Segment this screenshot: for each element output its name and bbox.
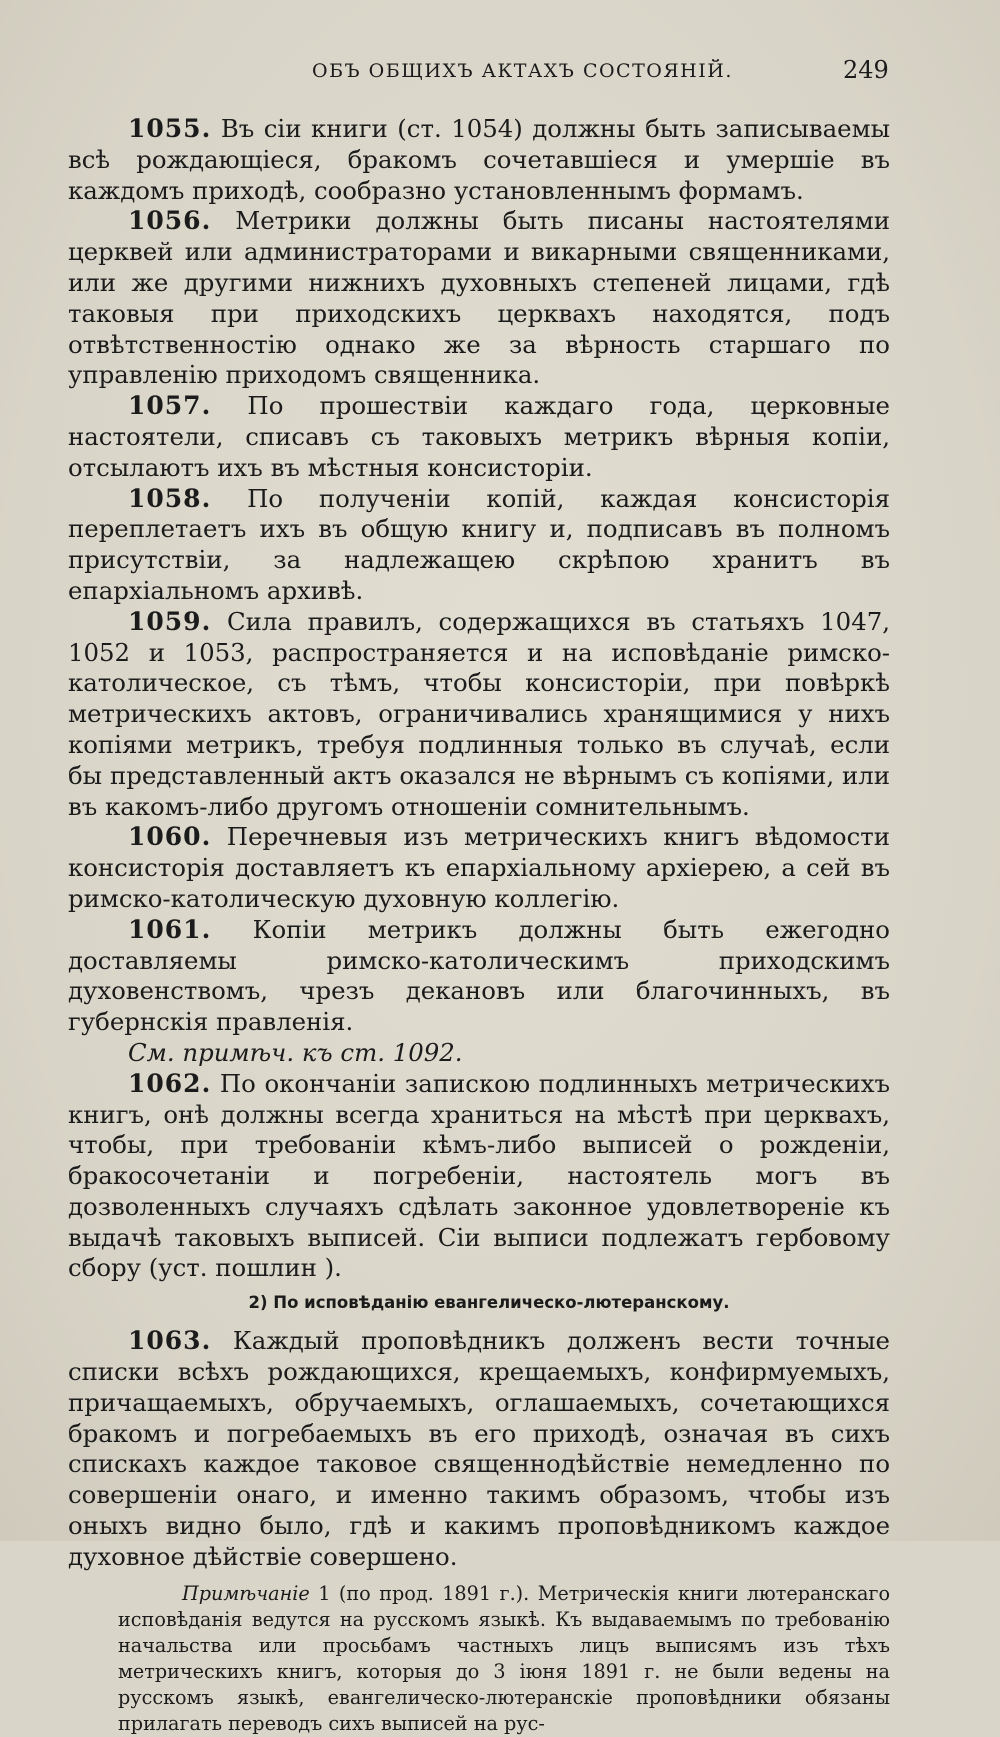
article-text: По прошествіи каждаго года, церковные настоятели, списавъ съ таковыхъ метрикъ вѣрныя копіи, отсылаютъ ихъ въ мѣстныя консисторіи. <box>68 391 890 482</box>
article-1057 <box>68 391 890 483</box>
article-number: 1055. <box>128 114 212 143</box>
page-body <box>68 114 890 1737</box>
article-number: 1059. <box>128 606 212 636</box>
article-text: По полученіи копій, каждая консисторія переплетаетъ ихъ въ общую книгу и, подписавъ въ полномъ присутствіи, за надлежащею скрѣпою хранитъ въ епархіальномъ архивѣ. <box>68 483 890 605</box>
page-number: 249 <box>843 56 889 84</box>
article-1058 <box>68 484 890 607</box>
article-number: 1058. <box>128 483 212 513</box>
article-1062 <box>68 1069 890 1285</box>
article-1055 <box>68 114 890 206</box>
running-head: ОБЪ ОБЩИХЪ АКТАХЪ СОСТОЯНІЙ. <box>312 60 733 82</box>
article-text: Копіи метрикъ должны быть ежегодно доставляемы римско-католическимъ приходскимъ духовенствомъ, чрезъ декановъ или благочинныхъ, въ губернскія правленія. <box>68 914 890 1037</box>
article-number: 1056. <box>128 206 212 236</box>
article-1060 <box>68 822 890 914</box>
article-text: Въ сіи книги (ст. 1054) должны быть записываемы всѣ рождающіеся, бракомъ сочетавшіеся и умершіе въ каждомъ приходѣ, сообразно установленнымъ формамъ. <box>68 114 890 205</box>
article-number: 1062. <box>128 1068 212 1098</box>
article-number: 1063. <box>128 1326 212 1356</box>
note-label: Примѣчаніе <box>182 1581 310 1605</box>
article-text: Перечневыя изъ метрическихъ книгъ вѣдомости консисторія доставляетъ къ епархіальному архіерею, а сей въ римско-католическую духовную коллегію. <box>68 822 890 913</box>
article-text: Каждый проповѣдникъ долженъ вести точные списки всѣхъ рождающихся, крещаемыхъ, конфирмуемыхъ, причащаемыхъ, обручаемыхъ, оглашаемыхъ, сочетающихся бракомъ и погребаемыхъ въ его приходѣ, означая въ сихъ спискахъ каждое таковое священнодѣйствіе немедленно по совершеніи онаго, и именно такимъ образомъ, чтобы изъ оныхъ видно было, гдѣ и какимъ проповѣдникомъ каждое духовное дѣйствіе совершено. <box>68 1326 890 1571</box>
footnote <box>68 1581 890 1737</box>
article-text: Метрики должны быть писаны настоятелями церквей или администраторами и викарными священниками, или же другими нижнихъ духовныхъ степеней лицами, гдѣ таковыя при приходскихъ церквахъ находятся, подъ отвѣтственностію однако же за вѣрность старшаго по управленію приходомъ священника. <box>68 206 890 390</box>
article-text: По окончаніи запискою подлинныхъ метрическихъ книгъ, онѣ должны всегда храниться на мѣстѣ при церквахъ, чтобы, при требованіи кѣмъ-либо выписей о рожденіи, бракосочетаніи и погребеніи, настоятель могъ въ дозволенныхъ случаяхъ сдѣлать законное удовлетвореніе къ выдачѣ таковыхъ выписей. Сіи выписи подлежатъ гербовому сбору (уст. пошлин ). <box>68 1068 890 1283</box>
article-number: 1061. <box>128 914 212 944</box>
note-text: 1 (по прод. 1891 г.). Метрическія книги лютеранскаго исповѣданія ведутся на русскомъ языкѣ. Къ выдаваемымъ по требованію начальства или просьбамъ частныхъ лицъ выписямъ изъ тѣхъ метрическихъ книгъ, которыя до 3 іюня 1891 г. не были ведены на русскомъ языкѣ, евангелическо-лютеранскіе проповѣдники обязаны прилагать переводъ сихъ выписей на рус- <box>118 1581 890 1735</box>
article-1059 <box>68 607 890 823</box>
page-header <box>0 56 1000 90</box>
article-1056 <box>68 206 890 391</box>
article-number: 1057. <box>128 391 212 421</box>
article-1061 <box>68 915 890 1038</box>
cross-reference: См. примѣч. къ ст. 1092. <box>128 1037 463 1067</box>
article-text: Сила правилъ, содержащихся въ статьяхъ 1047, 1052 и 1053, распространяется и на исповѣданіе римско-католическое, съ тѣмъ, чтобы консисторіи, при повѣркѣ метрическихъ актовъ, ограничивались хранящимися у нихъ копіями метрикъ, требуя подлинныя только въ случаѣ, если бы представленный актъ оказался не вѣрнымъ съ копіями, или въ какомъ-либо другомъ отношеніи сомнительнымъ. <box>68 606 890 821</box>
article-1063 <box>68 1326 890 1572</box>
article-number: 1060. <box>128 822 212 852</box>
section-heading: 2) По исповѣданію евангелическо-лютеранскому. <box>248 1293 730 1313</box>
